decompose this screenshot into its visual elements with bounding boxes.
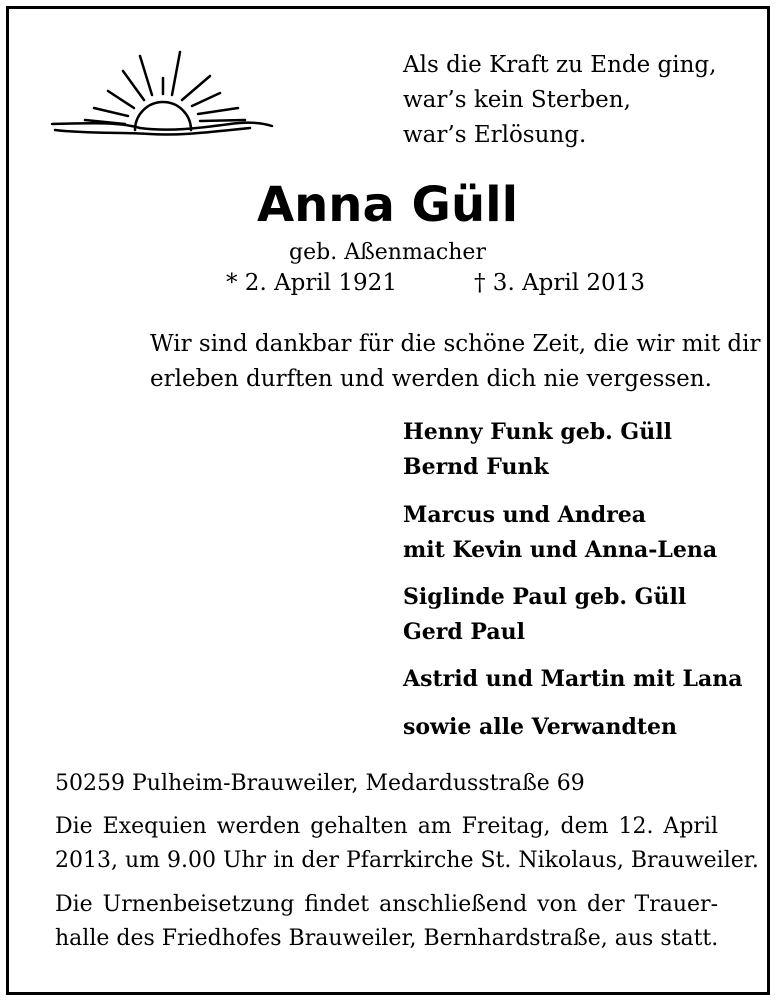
mourner-line: Astrid und Martin mit Lana xyxy=(403,666,743,692)
quote-line-2: war’s kein Sterben, xyxy=(403,87,631,113)
maiden-name: geb. Aßenmacher xyxy=(289,240,486,265)
mourner-line: Henny Funk geb. Güll xyxy=(403,419,672,445)
death-date: † 3. April 2013 xyxy=(474,270,645,296)
mourner-line: Marcus und Andrea xyxy=(403,502,646,528)
message-line-1: Wir sind dankbar für die schöne Zeit, die wir mit dir xyxy=(150,331,761,357)
exequies-line-1: Die Exequien werden gehalten am Freitag, dem 12. April xyxy=(55,814,718,839)
quote-line-1: Als die Kraft zu Ende ging, xyxy=(403,52,717,78)
address-line: 50259 Pulheim-Brauweiler, Medardusstraße 69 xyxy=(55,771,585,796)
exequies-line-2: 2013, um 9.00 Uhr in der Pfarrkirche St. Nikolaus, Brauweiler. xyxy=(55,848,759,873)
mourner-line: Siglinde Paul geb. Güll xyxy=(403,584,687,610)
mourner-line: sowie alle Verwandten xyxy=(403,714,678,740)
quote-line-3: war’s Erlösung. xyxy=(403,122,587,148)
mourner-line: Gerd Paul xyxy=(403,619,525,645)
burial-line-1: Die Urnenbeisetzung findet anschließend von der Trauer- xyxy=(55,892,718,917)
sunset-icon xyxy=(50,48,275,143)
birth-date: * 2. April 1921 xyxy=(226,270,397,296)
deceased-name: Anna Güll xyxy=(256,177,519,233)
mourner-line: mit Kevin und Anna-Lena xyxy=(403,537,718,563)
mourner-line: Bernd Funk xyxy=(403,454,549,480)
burial-line-2: halle des Friedhofes Brauweiler, Bernhardstraße, aus statt. xyxy=(55,926,719,951)
message-line-2: erleben durften und werden dich nie vergessen. xyxy=(150,366,712,392)
